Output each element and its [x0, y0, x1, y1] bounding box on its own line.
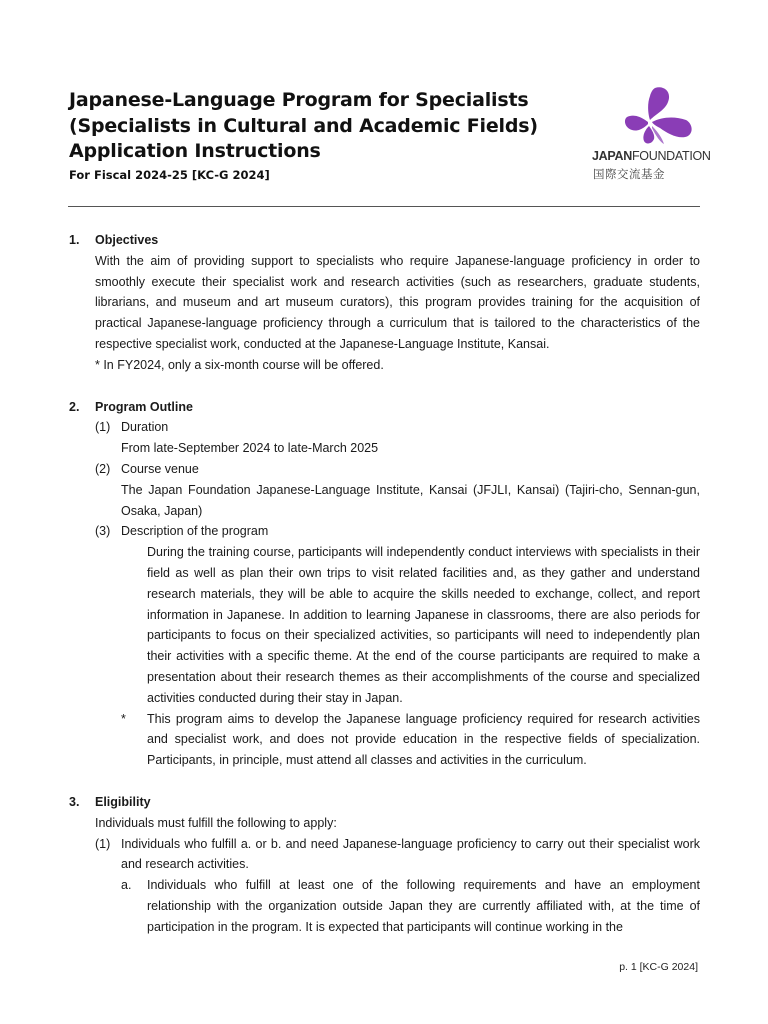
section-program-outline: [69, 397, 700, 771]
section-heading: 1. Objectives: [69, 233, 159, 247]
page-footer: p. 1 [KC-G 2024]: [619, 961, 698, 973]
butterfly-logo-icon: [592, 86, 702, 148]
document-body: [69, 230, 700, 938]
section-heading: 3. Eligibility: [69, 794, 151, 809]
page-title-line-2: (Specialists in Cultural and Academic Fields): [69, 114, 538, 137]
page-title-line-3: Application Instructions: [69, 140, 321, 162]
section-heading: 2. Program Outline: [69, 399, 193, 414]
logo-japanese-name: 国際交流基金: [593, 167, 665, 181]
section-eligibility: [69, 792, 700, 938]
description-detail: During the training course, participants will independently conduct interviews with specialists in their field as well as plan their own trips to visit related facilities and, as they gather and understand research materials, they will be able to acquire the skills needed to exchange, collect, and report information in Japanese. In addition to learning Japanese in classrooms, there are also periods for participants to focus on their specialized activities, so participants will need to independently plan their activities with a specific theme. At the end of the course participants are required to make a presentation about their research themes as their accomplishments of the course and specialized activities conducted during their stay in Japan.: [147, 545, 700, 705]
outline-item-venue: (2) Course venue: [95, 461, 199, 476]
page-title-line-1: Japanese-Language Program for Specialists: [69, 89, 529, 111]
header-divider: [68, 206, 700, 207]
logo-wordmark: JAPANFOUNDATION: [592, 149, 711, 163]
outline-item-duration: (1) Duration: [95, 420, 169, 435]
objectives-note: * In FY2024, only a six-month course will be offered.: [95, 357, 384, 372]
eligibility-item-a: a. Individuals who fulfill at least one of the following requirements and have an employment relationship with the organization outside Japan they are currently affiliated with, at the time of participation in the program. It is expected that participants will continue working in the: [121, 878, 700, 934]
fiscal-subtitle: For Fiscal 2024-25 [KC-G 2024]: [69, 167, 270, 182]
objectives-paragraph: With the aim of providing support to specialists who require Japanese-language proficiency in order to smoothly execute their specialist work and research activities (such as researchers, graduate students, librarians, and museum and art museum curators), this program provides training for the acquisition of practical Japanese-language proficiency through a curriculum that is tailored to the characteristics of the respective specialist work, conducted at the Japanese-Language Institute, Kansai.: [95, 253, 700, 351]
duration-detail: From late-September 2024 to late-March 2025: [121, 441, 379, 456]
title-block: [69, 88, 589, 183]
program-note: * This program aims to develop the Japanese language proficiency required for research activities and specialist work, and does not provide education in the respective fields of specialization. Participants, in principle, must attend all classes and activities in the curriculum.: [121, 711, 700, 768]
outline-item-description: (3) Description of the program: [95, 524, 269, 539]
eligibility-intro: Individuals must fulfill the following to apply:: [95, 815, 337, 830]
venue-detail: The Japan Foundation Japanese-Language Institute, Kansai (JFJLI, Kansai) (Tajiri-cho, Sennan-gun, Osaka, Japan): [121, 482, 700, 518]
japan-foundation-logo: [592, 86, 711, 186]
eligibility-item-1: (1) Individuals who fulfill a. or b. and need Japanese-language proficiency to carry out their specialist work and research activities.: [95, 836, 700, 872]
section-objectives: [69, 230, 700, 376]
